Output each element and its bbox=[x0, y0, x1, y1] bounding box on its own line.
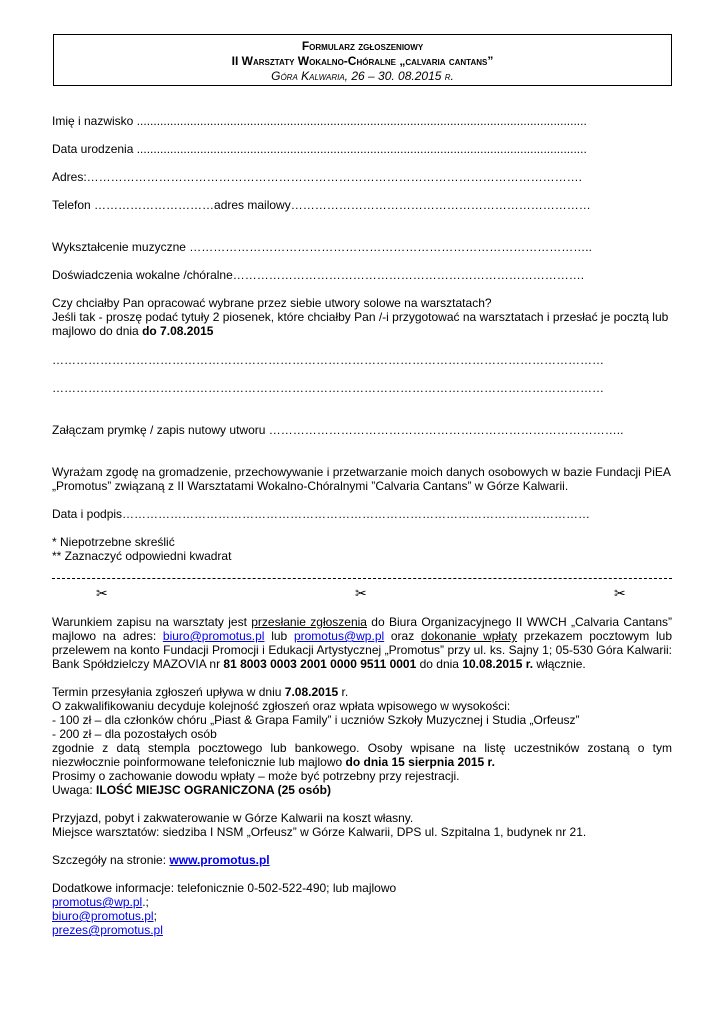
term-line bbox=[52, 685, 672, 699]
notify-text: zgodnie z datą stempla pocztowego lub bankowego. Osoby wpisane na listę uczestników zostaną o tym niezwłocznie poinformowane telefonicznie lub majlowo bbox=[52, 741, 672, 769]
birth-date-field[interactable]: Data urodzenia ....................................................................................................................................... bbox=[52, 142, 587, 156]
event-place-date: Góra Kalwaria, 26 – 30. 08.2015 r. bbox=[271, 69, 454, 83]
conditions-text: włącznie. bbox=[533, 657, 586, 671]
event-title: II Warsztaty Wokalno-Chóralne „calvaria cantans” bbox=[231, 54, 494, 68]
songs-answer-line-1[interactable]: ………………………………………………………………………………………………………………………… bbox=[52, 353, 604, 367]
songs-deadline: do 7.08.2015 bbox=[142, 324, 214, 338]
notify-line bbox=[52, 741, 672, 769]
keep-proof-line: Prosimy o zachowanie dowodu wpłaty – może być potrzebny przy rejestracji. bbox=[52, 769, 460, 783]
punctuation: .; bbox=[142, 895, 149, 909]
scissors-icon: ✂ bbox=[96, 585, 108, 601]
bank-account-number: 81 8003 0003 2001 0000 9511 0001 bbox=[223, 657, 417, 671]
email-link-biuro[interactable]: biuro@promotus.pl bbox=[162, 629, 265, 643]
contact-line: Dodatkowe informacje: telefonicznie 0-502-522-490; lub majlowo bbox=[52, 881, 397, 895]
website-line bbox=[52, 853, 672, 867]
term-text: r. bbox=[338, 685, 349, 699]
phone-email-field[interactable]: Telefon …………………………adres mailowy………………………………………………………………… bbox=[52, 198, 591, 212]
conditions-text: lub bbox=[264, 629, 294, 643]
contact-info bbox=[52, 881, 672, 937]
travel-line: Przyjazd, pobyt i zakwaterowanie w Górze Kalwarii na koszt własny. bbox=[52, 811, 414, 825]
contact-email-row-2 bbox=[52, 909, 672, 923]
travel-info bbox=[52, 811, 672, 839]
songs-question-text: Jeśli tak - proszę podać tytuły 2 piosenek, które chciałby Pan /-i przygotować na warsztatach i przesłać je pocztą lub majlowo do dnia bbox=[52, 310, 669, 338]
contact-email-row-3 bbox=[52, 923, 672, 937]
address-field[interactable]: Adres:……………………………………………………………………………………………………………. bbox=[52, 170, 583, 184]
education-field[interactable]: Wykształcenie muzyczne ……………………………………………………………………………………….. bbox=[52, 240, 592, 254]
name-field[interactable]: Imię i nazwisko ....................................................................................................................................... bbox=[52, 114, 587, 128]
contact-email-biuro[interactable]: biuro@promotus.pl bbox=[52, 909, 154, 923]
payment-deadline: 10.08.2015 r. bbox=[462, 657, 534, 671]
website-link[interactable]: www.promotus.pl bbox=[169, 853, 270, 867]
contact-email-prezes[interactable]: prezes@promotus.pl bbox=[52, 923, 163, 937]
note-text: ILOŚĆ MIEJSC OGRANICZONA (25 osób) bbox=[96, 783, 331, 797]
fee-line-1: - 100 zł – dla członków chóru „Piast & Grapa Family” i uczniów Szkoły Muzycznej i Studia „Orfeusz” bbox=[52, 713, 580, 727]
attachment-field[interactable]: Załączam prymkę / zapis nutowy utworu …………………………………………………………………………….. bbox=[52, 423, 624, 437]
conditions-text: Warunkiem zapisu na warsztaty jest bbox=[52, 615, 252, 629]
songs-question-line1: Czy chciałby Pan opracować wybrane przez siebie utwory solowe na warsztatach? bbox=[52, 296, 492, 310]
conditions-submit-form: przesłanie zgłoszenia bbox=[251, 615, 367, 629]
footnote-2: ** Zaznaczyć odpowiedni kwadrat bbox=[52, 549, 232, 563]
cut-line bbox=[52, 578, 672, 579]
conditions-text: oraz bbox=[384, 629, 421, 643]
form-title-box bbox=[53, 34, 672, 86]
conditions-text: przekazem pocztowym lub przelewem na konto Fundacji Promocji i Edukacji Artystycznej „Promotus” przy ul. ks. Sajny 1; 05-530 Góra Kalwarii: Bank Spółdzielczy MAZOVIA nr bbox=[52, 629, 672, 671]
term-date: 7.08.2015 bbox=[284, 685, 339, 699]
website-label: Szczegóły na stronie: bbox=[52, 853, 170, 867]
songs-question bbox=[52, 296, 672, 338]
punctuation: ; bbox=[153, 909, 157, 923]
scissors-icon: ✂ bbox=[614, 585, 626, 601]
limited-places-note bbox=[52, 783, 672, 797]
notify-date: do dnia 15 sierpnia 2015 r. bbox=[345, 755, 495, 769]
scissors-icon: ✂ bbox=[355, 585, 367, 601]
registration-conditions bbox=[52, 615, 672, 671]
venue-line: Miejsce warsztatów: siedziba I NSM „Orfeusz” w Górze Kalwarii, DPS ul. Szpitalna 1, budynek nr 21. bbox=[52, 825, 587, 839]
songs-question-line2 bbox=[52, 310, 672, 338]
email-link-promotus[interactable]: promotus@wp.pl bbox=[293, 629, 385, 643]
registration-info bbox=[52, 685, 672, 797]
contact-email-row-1 bbox=[52, 895, 672, 909]
experience-field[interactable]: Doświadczenia wokalne /chóralne……………………………………………………………………………. bbox=[52, 268, 585, 282]
contact-email-promotus[interactable]: promotus@wp.pl bbox=[52, 895, 143, 909]
note-label: Uwaga: bbox=[52, 783, 97, 797]
conditions-payment: dokonanie wpłaty bbox=[420, 629, 518, 643]
term-text: Termin przesyłania zgłoszeń upływa w dniu bbox=[52, 685, 285, 699]
footnote-1: * Niepotrzebne skreślić bbox=[52, 535, 175, 549]
conditions-text: do dnia bbox=[416, 657, 463, 671]
conditions-text: do Biura Organizacyjnego II WWCH „Calvaria Cantans” majlowo na adres: bbox=[52, 615, 673, 643]
fee-line-2: - 200 zł – dla pozostałych osób bbox=[52, 727, 217, 741]
consent-text: Wyrażam zgodę na gromadzenie, przechowywanie i przetwarzanie moich danych osobowych w bazie Fundacji PiEA „Promotus” związaną z II Warsztatami Wokalno-Chóralnymi ”Calvaria Cantans” w Górze Kalwarii. bbox=[52, 465, 671, 493]
signature-field[interactable]: Data i podpis……………………………………………………………………………………………………… bbox=[52, 507, 591, 521]
songs-answer-line-2[interactable]: ………………………………………………………………………………………………………………………… bbox=[52, 381, 604, 395]
form-title: Formularz zgłoszeniowy bbox=[301, 39, 424, 53]
order-line: O zakwalifikowaniu decyduje kolejność zgłoszeń oraz wpłata wpisowego w wysokości: bbox=[52, 699, 511, 713]
